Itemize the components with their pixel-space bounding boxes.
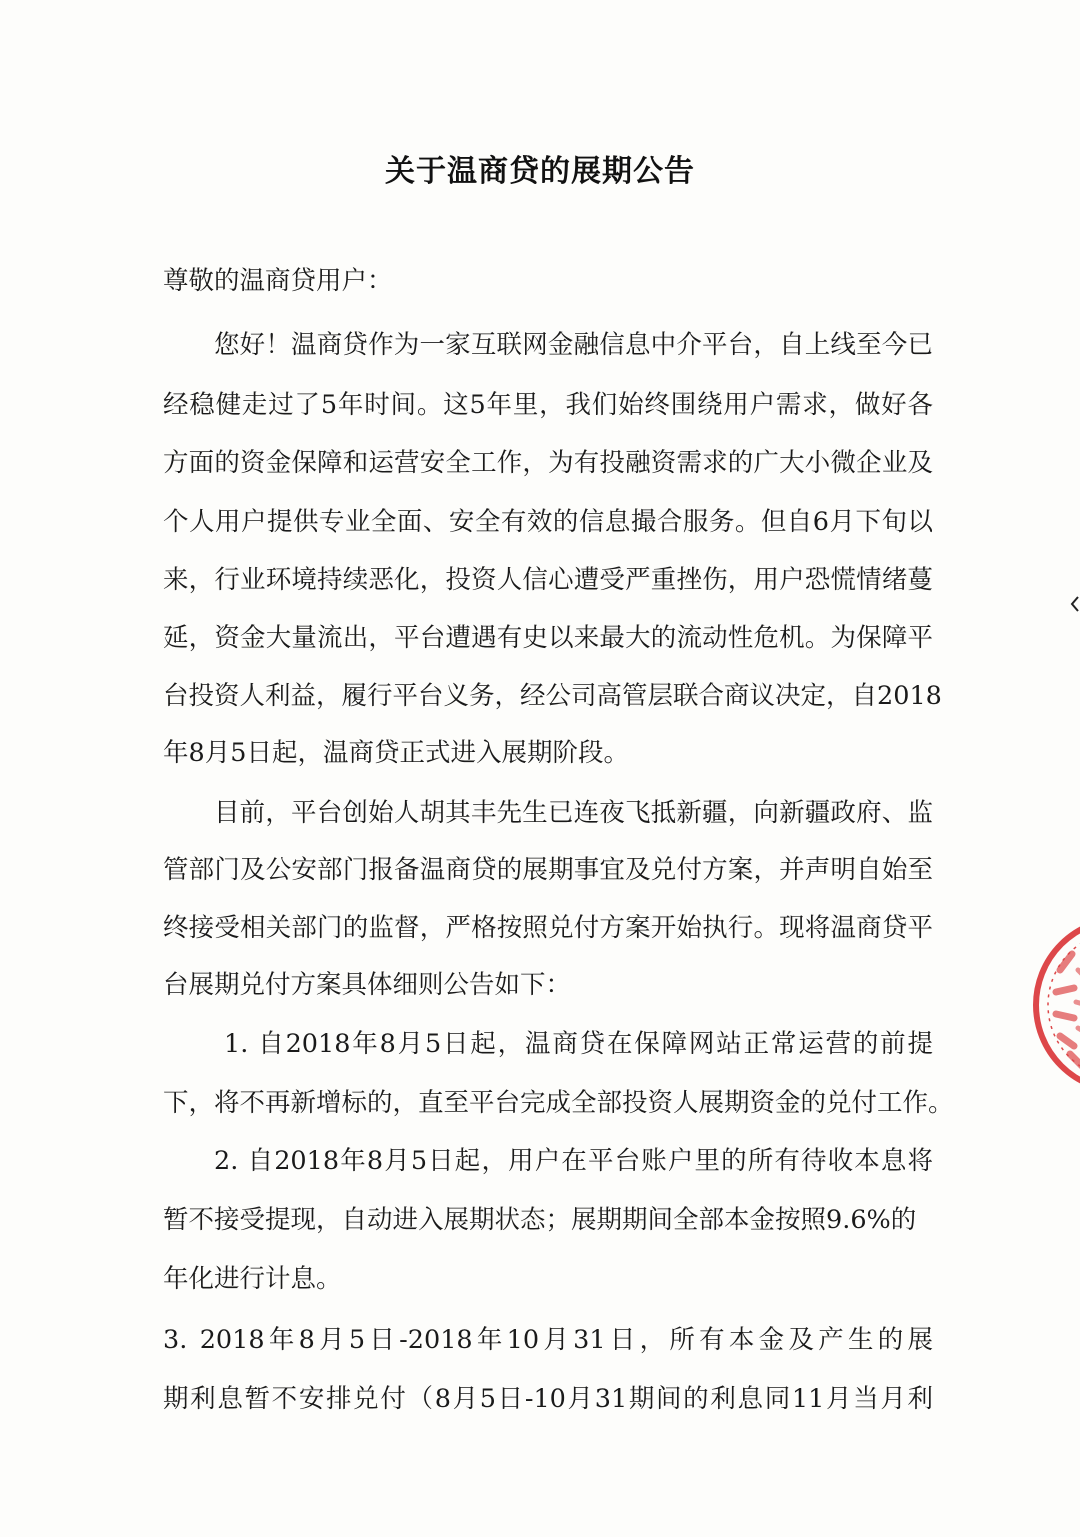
paragraph-1-line-1: 您好！温商贷作为一家互联网金融信息中介平台，自上线至今已	[214, 330, 933, 360]
paragraph-1-line-7: 台投资人利益，履行平台义务，经公司高管层联合商议决定，自2018	[163, 681, 942, 711]
paragraph-2-line-1: 目前，平台创始人胡其丰先生已连夜飞抵新疆，向新疆政府、监	[214, 798, 933, 828]
paragraph-2-line-4: 台展期兑付方案具体细则公告如下：	[163, 970, 572, 1000]
item-2-line-1: 2. 自2018年8月5日起，用户在平台账户里的所有待收本息将	[214, 1146, 933, 1176]
company-seal	[1030, 910, 1080, 1100]
paragraph-1-line-2: 经稳健走过了5年时间。这5年里，我们始终围绕用户需求，做好各	[163, 390, 933, 420]
item-1-line-2: 下，将不再新增标的，直至平台完成全部投资人展期资金的兑付工作。	[163, 1088, 954, 1118]
paragraph-1-line-5: 来，行业环境持续恶化，投资人信心遭受严重挫伤，用户恐慌情绪蔓	[163, 565, 933, 595]
item-3-line-2: 期利息暂不安排兑付（8月5日-10月31期间的利息同11月当月利	[163, 1384, 933, 1414]
paragraph-1-line-6: 延，资金大量流出，平台遭遇有史以来最大的流动性危机。为保障平	[163, 623, 933, 653]
paragraph-1-line-4: 个人用户提供专业全面、安全有效的信息撮合服务。但自6月下旬以	[163, 507, 933, 537]
paragraph-2-line-3: 终接受相关部门的监督，严格按照兑付方案开始执行。现将温商贷平	[163, 913, 933, 943]
edge-speck	[1068, 595, 1080, 613]
item-2-line-2: 暂不接受提现，自动进入展期状态；展期期间全部本金按照9.6%的	[163, 1205, 917, 1235]
paragraph-1-line-8: 年8月5日起，温商贷正式进入展期阶段。	[163, 738, 629, 768]
item-2-line-3: 年化进行计息。	[163, 1264, 342, 1294]
seal-ring	[1036, 919, 1080, 1091]
paragraph-2-line-2: 管部门及公安部门报备温商贷的展期事宜及兑付方案，并声明自始至	[163, 855, 933, 885]
document-title: 关于温商贷的展期公告	[385, 154, 695, 189]
item-1-line-1: 1. 自2018年8月5日起，温商贷在保障网站正常运营的前提	[224, 1029, 933, 1059]
salutation: 尊敬的温商贷用户：	[163, 266, 393, 296]
item-3-line-1: 3. 2018年8月5日-2018年10月31日，所有本金及产生的展	[163, 1325, 933, 1355]
paragraph-1-line-3: 方面的资金保障和运营安全工作，为有投融资需求的广大小微企业及	[163, 448, 933, 478]
